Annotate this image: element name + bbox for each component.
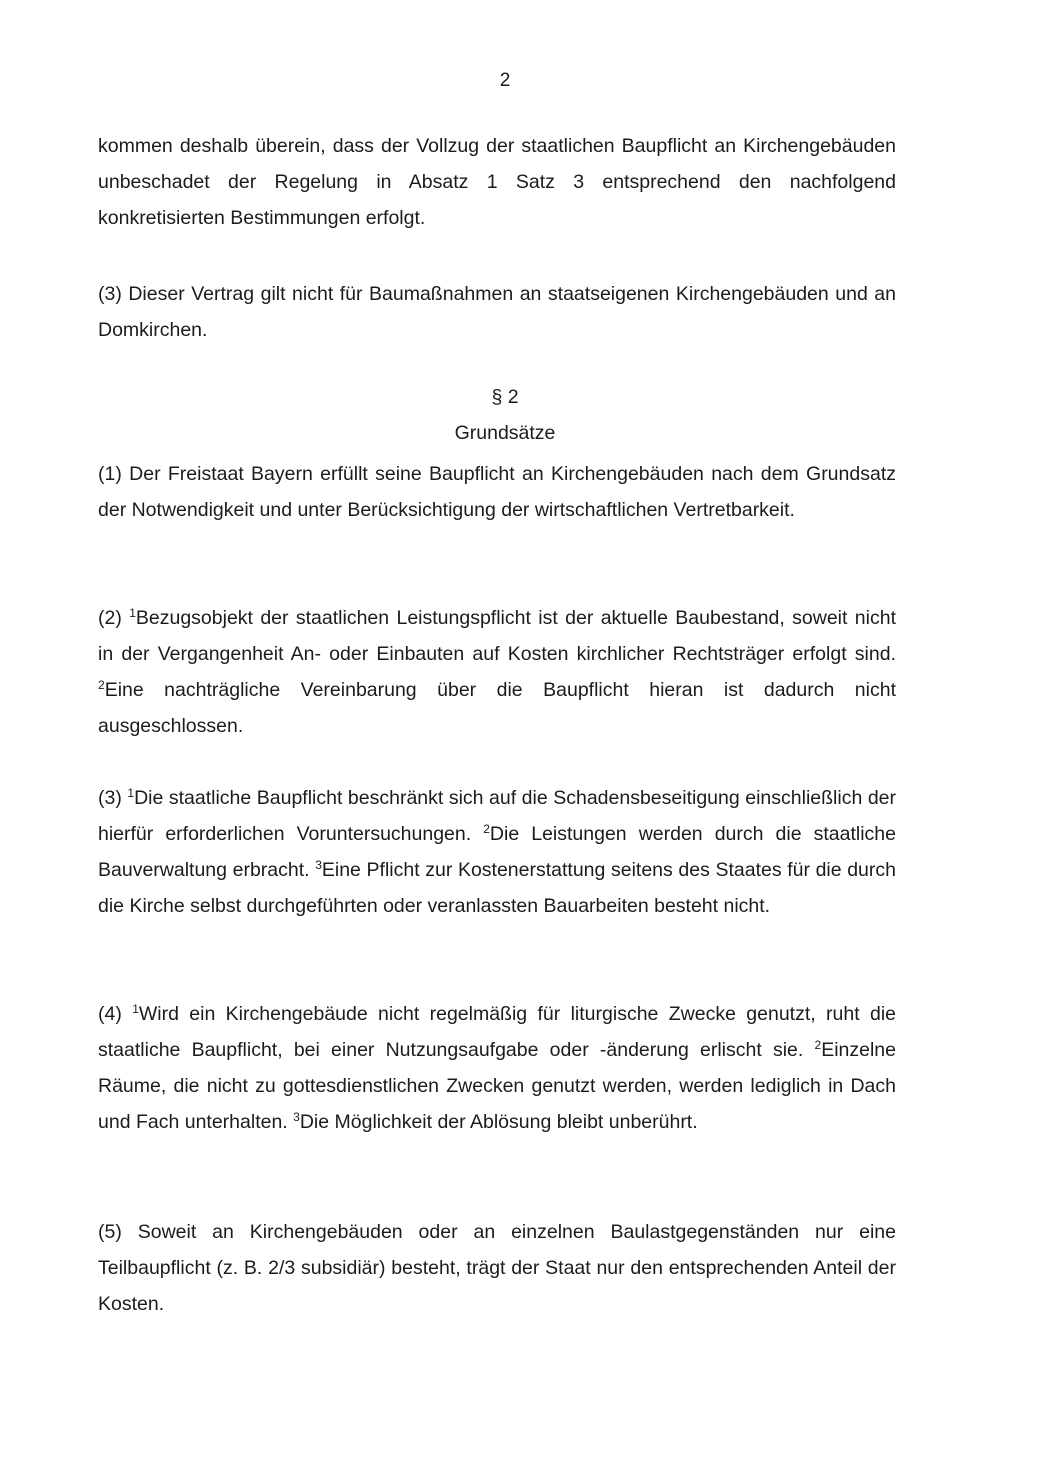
page-number: 2 — [499, 70, 511, 91]
sentence-marker: 2 — [483, 822, 490, 836]
sentence-marker: 1 — [132, 1002, 139, 1016]
sentence-marker: 2 — [814, 1038, 822, 1052]
sentence: Die Möglichkeit der Ablösung bleibt unberührt. — [299, 1111, 698, 1133]
sentence: Einzelne Räume, die nicht zu gottesdienstlichen Zwecken genutzt werden, werden lediglich in Dach und Fach unterhalten. — [98, 1039, 896, 1133]
paragraph-number: (3) — [98, 787, 128, 809]
paragraph-intro: kommen deshalb überein, dass der Vollzug der staatlichen Baupflicht an Kirchengebäuden unbeschadet der Regelung in Absatz 1 Satz 3 entsprechend den nachfolgend konkretisierten Bestimmungen erfolgt. — [98, 135, 896, 229]
sentence: Wird ein Kirchengebäude nicht regelmäßig für liturgische Zwecke genutzt, ruht die staatliche Baupflicht, bei einer Nutzungsaufgabe oder -änderung erlischt sie. — [98, 1003, 896, 1061]
sentence: Die Leistungen werden durch die staatliche Bauverwaltung erbracht. — [98, 823, 896, 881]
paragraph-number: (4) — [98, 1003, 133, 1025]
section-number: § 2 — [491, 386, 519, 408]
section-title: Grundsätze — [454, 422, 556, 444]
sentence-marker: 1 — [129, 606, 136, 620]
paragraph-section2-4 — [98, 996, 896, 1140]
sentence: Bezugsobjekt der staatlichen Leistungspflicht ist der aktuelle Baubestand, soweit nicht in der Vergangenheit An- oder Einbauten auf Kosten kirchlicher Rechtsträger erfolgt sind. — [98, 607, 896, 665]
sentence: Eine Pflicht zur Kostenerstattung seitens des Staates für die durch die Kirche selbst durchgeführten oder veranlassten Bauarbeiten besteht nicht. — [98, 859, 896, 917]
paragraph-section2-1: (1) Der Freistaat Bayern erfüllt seine Baupflicht an Kirchengebäuden nach dem Grundsatz der Notwendigkeit und unter Berücksichtigung der wirtschaftlichen Vertretbarkeit. — [98, 463, 896, 521]
paragraph-section1-3: (3) Dieser Vertrag gilt nicht für Baumaßnahmen an staatseigenen Kirchengebäuden und an Domkirchen. — [98, 283, 896, 341]
sentence-marker: 3 — [293, 1110, 300, 1124]
sentence-marker: 1 — [127, 786, 135, 800]
paragraph-section2-3 — [98, 780, 896, 924]
sentence: Eine nachträgliche Vereinbarung über die Baupflicht hieran ist dadurch nicht ausgeschlossen. — [98, 679, 896, 737]
paragraph-section2-2 — [98, 600, 896, 744]
sentence-marker: 2 — [98, 678, 105, 692]
paragraph-section2-5: (5) Soweit an Kirchengebäuden oder an einzelnen Baulastgegenständen nur eine Teilbaupflicht (z. B. 2/3 subsidiär) besteht, trägt der Staat nur den entsprechenden Anteil der Kosten. — [98, 1221, 896, 1315]
sentence-marker: 3 — [315, 858, 322, 872]
sentence: Die staatliche Baupflicht beschränkt sich auf die Schadensbeseitigung einschließlich der hierfür erforderlichen Voruntersuchungen. — [98, 787, 896, 845]
paragraph-number: (2) — [98, 607, 130, 629]
